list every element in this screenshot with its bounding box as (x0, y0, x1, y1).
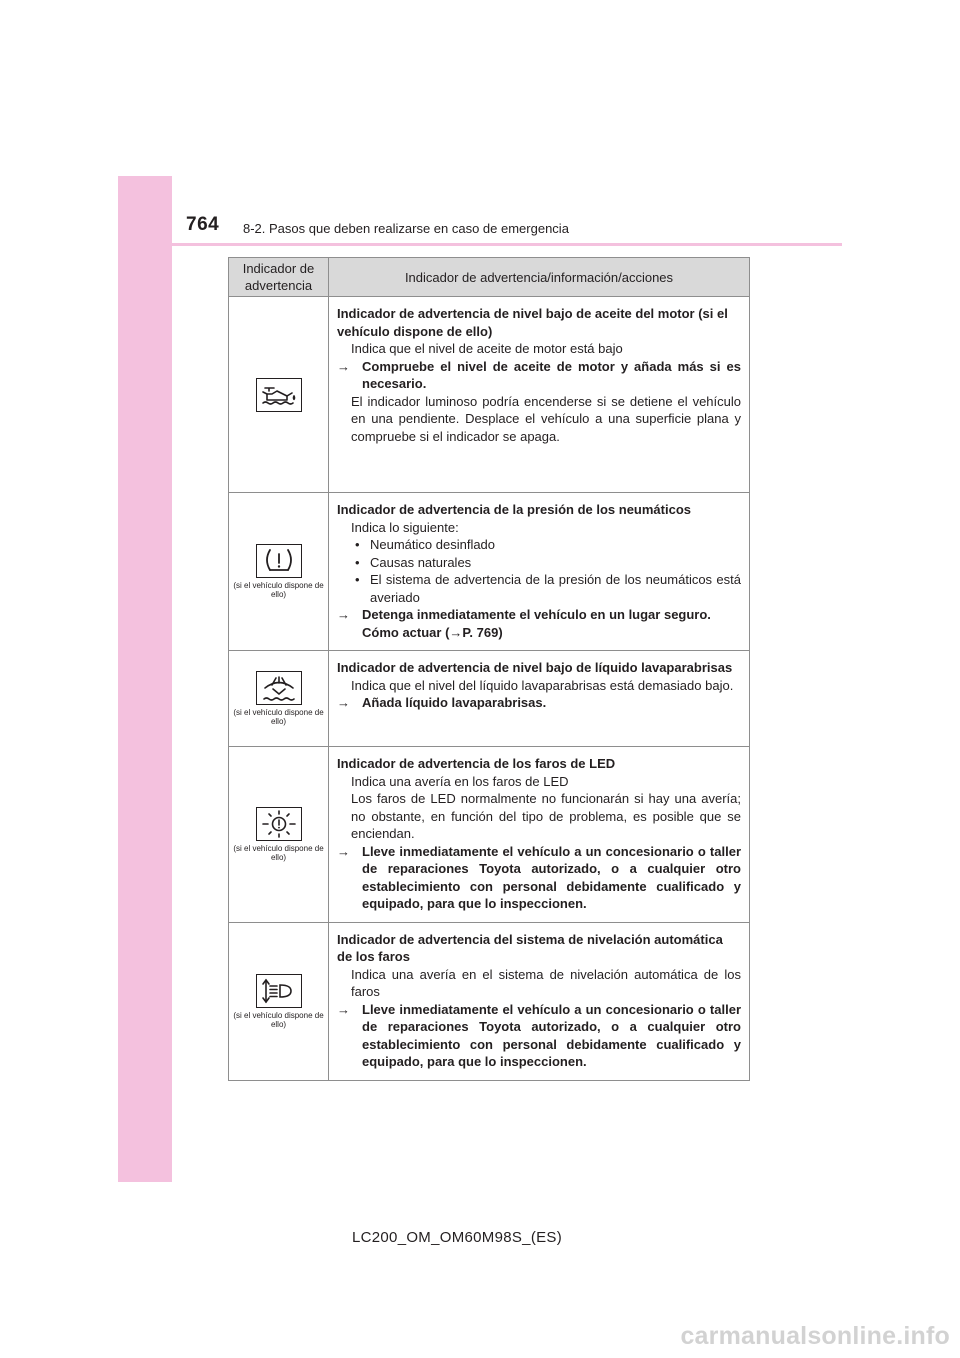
arrow-right-icon: → (337, 1001, 350, 1017)
icon-cell (229, 747, 329, 923)
header-rule (118, 243, 842, 246)
page-reference-link[interactable]: P. 769 (462, 624, 499, 640)
action-text: Detenga inmediatamente el vehículo en un lugar seguro. (362, 607, 711, 622)
document-code: LC200_OM_OM60M98S_(ES) (352, 1229, 563, 1246)
led-headlight-icon (256, 807, 302, 841)
item-text: Indica una avería en el sistema de nivelación automática de los faros (351, 966, 741, 999)
item-text: Indica que el nivel del líquido lavaparabrisas está demasiado bajo. (351, 677, 734, 693)
table-row (229, 747, 750, 923)
oil-level-icon (256, 378, 302, 412)
arrow-right-icon: → (449, 624, 463, 640)
table-row (229, 493, 750, 651)
table-header-row (229, 258, 750, 297)
description-cell (329, 297, 750, 493)
item-title: Indicador de advertencia de nivel bajo de aceite del motor (si el vehículo dispone de ello) (337, 306, 728, 339)
action-text: Añada líquido lavaparabrisas. (362, 695, 547, 710)
item-text: Indica que el nivel de aceite de motor está bajo (351, 341, 623, 356)
action-text: Lleve inmediatamente el vehículo a un concesionario o taller de reparaciones Toyota autorizado, o a cualquier otro establecimiento con personal debidamente cualificado y equipado, para que lo inspeccionen. (362, 1001, 741, 1069)
action-item (337, 1001, 741, 1071)
washer-fluid-icon (256, 671, 302, 705)
icon-cell (229, 297, 329, 493)
table-row (229, 922, 750, 1080)
availability-note: (si el vehículo dispone de ello) (233, 581, 324, 599)
arrow-right-icon: → (337, 843, 350, 859)
action-item (337, 694, 741, 712)
item-text: Indica lo siguiente: (351, 519, 459, 535)
action-text: Compruebe el nivel de aceite de motor y añada más si es necesario. (362, 358, 741, 391)
item-title: Indicador de advertencia de los faros de LED (337, 756, 616, 771)
description-cell (329, 747, 750, 923)
item-title: Indicador de advertencia de la presión de los neumáticos (337, 502, 691, 517)
bullet-item: • Neumático desinflado (355, 537, 496, 552)
icon-cell (229, 651, 329, 747)
availability-note: (si el vehículo dispone de ello) (233, 843, 324, 862)
action-item (337, 843, 741, 913)
availability-note: (si el vehículo dispone de ello) (233, 1010, 324, 1029)
action-text: Lleve inmediatamente el vehículo a un concesionario o taller de reparaciones Toyota autorizado, o a cualquier otro establecimiento con personal debidamente cualificado y equipado, para que lo inspeccionen. (362, 843, 741, 911)
action-item (337, 606, 741, 624)
icon-cell (229, 493, 329, 651)
arrow-right-icon: → (337, 695, 350, 710)
arrow-right-icon: → (337, 358, 350, 374)
action-reference: Cómo actuar (→P. 769) (362, 624, 503, 640)
table-row (229, 651, 750, 747)
header-indicator: Indicador de advertencia (229, 258, 329, 297)
watermark: carmanualsonline.info (680, 1322, 950, 1350)
header-info-actions: Indicador de advertencia/información/acciones (329, 258, 750, 297)
bullet-text: Neumático desinflado (370, 537, 496, 552)
tire-pressure-icon (256, 544, 302, 578)
headlight-leveling-icon (256, 974, 302, 1008)
icon-cell (229, 922, 329, 1080)
item-title: Indicador de advertencia del sistema de nivelación automática de los faros (337, 931, 723, 964)
action-item (337, 358, 741, 393)
page-number: 764 (186, 214, 220, 235)
item-title: Indicador de advertencia de nivel bajo de líquido lavaparabrisas (337, 660, 733, 675)
arrow-right-icon: → (337, 607, 350, 622)
section-title: 8-2. Pasos que deben realizarse en caso de emergencia (243, 221, 569, 236)
table-row (229, 297, 750, 493)
description-cell (329, 651, 750, 747)
description-cell (329, 922, 750, 1080)
bullet-text: Causas naturales (370, 554, 472, 570)
bullet-item: • El sistema de advertencia de la presión de los neumáticos está averiado (355, 572, 741, 605)
availability-note: (si el vehículo dispone de ello) (233, 708, 324, 726)
warning-indicator-table (228, 257, 750, 1081)
description-cell (329, 493, 750, 651)
bullet-item: • Causas naturales (355, 554, 472, 570)
item-text: Los faros de LED normalmente no funcionarán si hay una avería; no obstante, en función del tipo de problema, es posible que se enciendan. (351, 791, 741, 841)
item-text: El indicador luminoso podría encenderse si se detiene el vehículo en una pendiente. Desplace el vehículo a una superficie plana y compruebe si el indicador se apaga. (351, 393, 741, 444)
bullet-text: El sistema de advertencia de la presión de los neumáticos está averiado (370, 572, 741, 605)
item-text: Indica una avería en los faros de LED (351, 773, 569, 789)
chapter-tab-band (118, 176, 172, 1182)
